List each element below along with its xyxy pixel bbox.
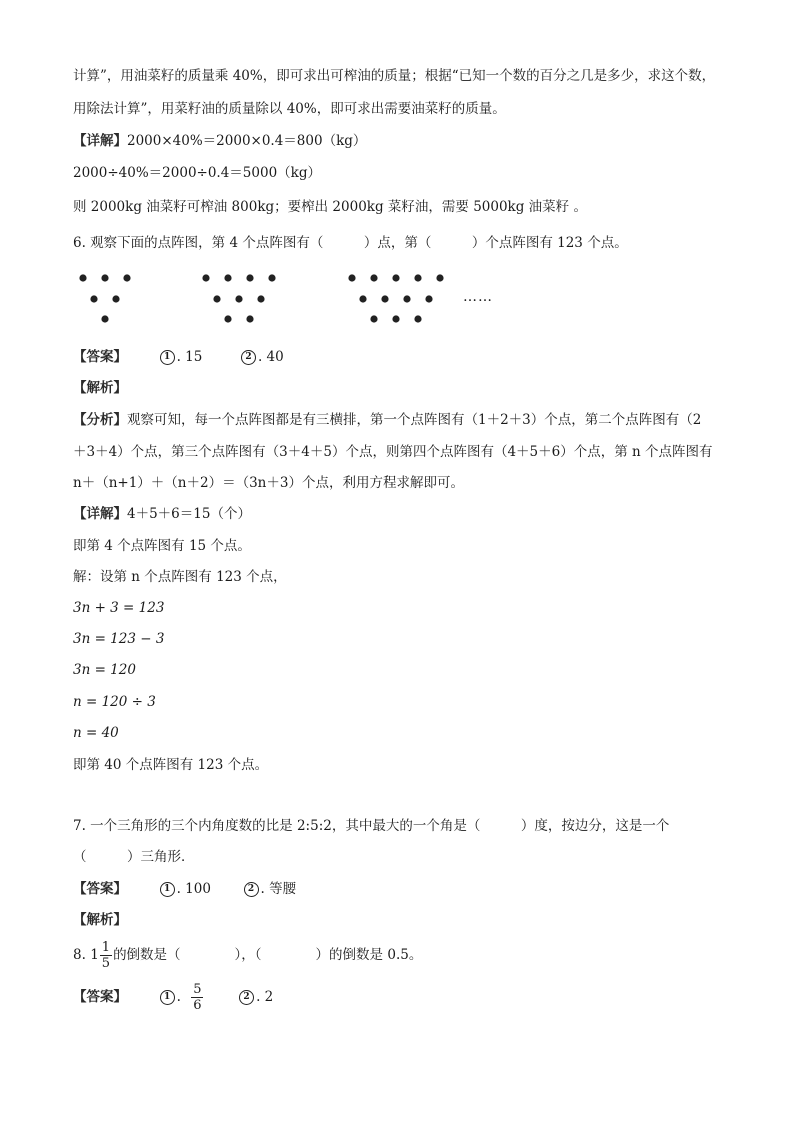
- question-6: 6. 观察下面的点阵图，第 4 个点阵图有（ ）点，第（ ）个点阵图有 123 个点。: [73, 235, 628, 251]
- detail-text: 4＋5＋6＝15（个）: [127, 506, 251, 522]
- question-7: 7. 一个三角形的三个内角度数的比是 2:5:2，其中最大的一个角是（ ）度，按边分，这是一个: [73, 818, 670, 834]
- circled-number-1: 1: [160, 350, 175, 365]
- question-7-cont: （ ）三角形．: [73, 849, 195, 865]
- answer-line-6: [73, 348, 284, 366]
- mixed-number-whole: 1: [90, 947, 99, 963]
- dot-pattern-1: [75, 270, 135, 330]
- detail-line: 解：设第 n 个点阵图有 123 个点，: [73, 569, 287, 585]
- detail-tag: 【详解】: [73, 133, 127, 149]
- fraction-numerator: 5: [193, 982, 202, 997]
- equation-line: 3n = 123 − 3: [73, 631, 165, 647]
- answer-value: . 100: [176, 881, 211, 897]
- analysis-text: 观察可知，每一个点阵图都是有三横排，第一个点阵图有（1＋2＋3）个点，第二个点阵图有（2: [127, 412, 702, 428]
- fraction-denominator: 5: [101, 956, 111, 971]
- analysis-tag: 【解析】: [73, 912, 127, 928]
- question-number: 8.: [73, 947, 86, 963]
- text-line: 用除法计算”，用菜籽油的质量除以 40%，即可求出需要油菜籽的质量。: [73, 101, 506, 117]
- answer-value: . 等腰: [260, 881, 297, 897]
- circled-number-2: 2: [244, 882, 259, 897]
- dot-pattern-2: [198, 270, 282, 330]
- answer-line-7: [73, 880, 296, 898]
- answer-tag: 【答案】: [73, 349, 127, 365]
- text-line: 2000÷40%＝2000÷0.4＝5000（kg）: [73, 165, 321, 181]
- answer-value: . 15: [176, 349, 203, 365]
- fraction: [191, 982, 203, 1013]
- analysis-line: ＋3＋4）个点，第三个点阵图有（3＋4＋5）个点，则第四个点阵图有（4＋5＋6）个点，第 n 个点阵图有: [73, 444, 713, 460]
- answer-value: . 40: [257, 349, 284, 365]
- fraction-numerator: 1: [101, 940, 111, 955]
- fenxi-tag: 【分析】: [73, 412, 127, 428]
- detail-line: [73, 505, 251, 523]
- analysis-tag: 【解析】: [73, 380, 127, 396]
- circled-number-2: 2: [241, 350, 256, 365]
- analysis-line: [73, 411, 701, 429]
- equation-line: n = 40: [73, 725, 119, 741]
- detail-line: [73, 132, 366, 150]
- answer-tag: 【答案】: [73, 989, 127, 1005]
- text-line: 计算”，用油菜籽的质量乘 40%，即可求出可榨油的质量；根据“已知一个数的百分之几是多少，求这个数，: [73, 68, 716, 84]
- ellipsis-text: ……: [463, 289, 493, 305]
- analysis-line: n＋（n+1）＋（n＋2）＝（3n＋3）个点，利用方程求解即可。: [73, 475, 464, 491]
- circled-number-1: 1: [160, 882, 175, 897]
- answer-line-8: 【答案】 1 . $\frac{5}{6}$ 2 . 2: [73, 982, 274, 1013]
- detail-line: 即第 4 个点阵图有 15 个点。: [73, 538, 251, 554]
- dot-pattern-3: [344, 270, 452, 330]
- conclusion-line: 即第 40 个点阵图有 123 个点。: [73, 757, 269, 773]
- equation-line: 3n + 3 = 123: [73, 600, 165, 616]
- calc-text: 2000×40%＝2000×0.4＝800（kg）: [127, 133, 367, 149]
- answer-tag: 【答案】: [73, 881, 127, 897]
- answer-value: . 2: [256, 989, 274, 1005]
- question-text: 的倒数是（ ），（ ）的倒数是 0.5。: [113, 947, 423, 963]
- fraction: [100, 940, 112, 971]
- detail-tag: 【详解】: [73, 506, 127, 522]
- text-line: 则 2000kg 油菜籽可榨油 800kg；要榨出 2000kg 菜籽油，需要 5000kg 油菜籽 。: [73, 199, 587, 215]
- circled-number-2: 2: [239, 990, 254, 1005]
- equation-line: n = 120 ÷ 3: [73, 694, 156, 710]
- question-8: [73, 938, 422, 972]
- circled-number-1: 1: [160, 990, 175, 1005]
- fraction-denominator: 6: [193, 998, 202, 1013]
- equation-line: 3n = 120: [73, 662, 136, 678]
